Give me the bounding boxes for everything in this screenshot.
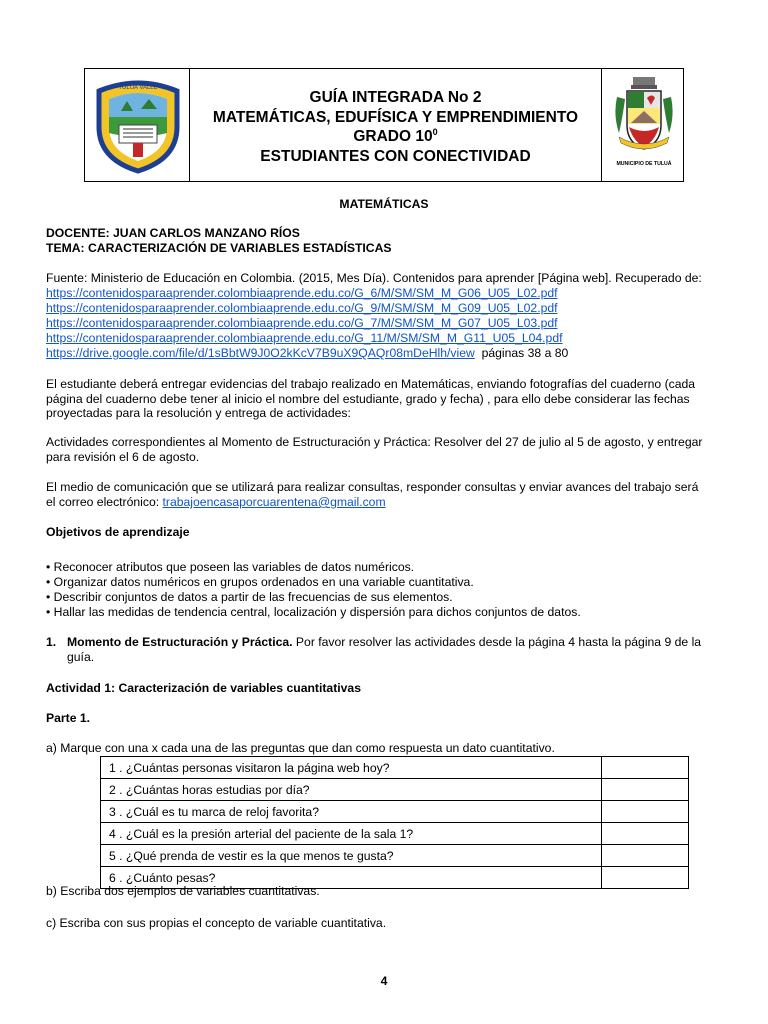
question-a: a) Marque con una x cada una de las preguntas que dan como respuesta un dato cuantitativo. xyxy=(46,741,555,755)
answer-cell[interactable] xyxy=(602,823,689,845)
header-line-3: GRADO $10^0$ xyxy=(353,127,438,145)
tema-line: TEMA: CARACTERIZACIÓN DE VARIABLES ESTADÍSTICAS xyxy=(46,241,392,255)
objective-item: • Reconocer atributos que poseen las variables de datos numéricos. xyxy=(46,560,415,574)
school-shield-logo xyxy=(93,77,183,175)
part-1-title: Parte 1. xyxy=(46,711,91,725)
source-link-3[interactable]: https://contenidosparaaprender.colombiaaprende.edu.co/G_7/M/SM/SM_M_G07_U05_L03.pdf xyxy=(46,316,558,330)
question-cell: 4 . ¿Cuál es la presión arterial del paciente de la sala 1? xyxy=(101,823,602,845)
section-1-number: 1. xyxy=(46,635,57,649)
activities-line-1: Actividades correspondientes al Momento de Estructuración y Práctica: Resolver del 27 de julio al 5 de agosto, y entregar xyxy=(46,435,703,449)
drive-line xyxy=(46,346,568,361)
objective-item: • Describir conjuntos de datos a partir de las frecuencias de sus elementos. xyxy=(46,590,453,604)
table-row xyxy=(101,845,689,867)
answer-cell[interactable] xyxy=(602,845,689,867)
question-b: b) Escriba dos ejemplos de variables cuantitativas. xyxy=(46,884,320,898)
page-number: 4 xyxy=(380,974,388,988)
objectives-title: Objetivos de aprendizaje xyxy=(46,525,190,539)
objective-item: • Organizar datos numéricos en grupos ordenados en una variable cuantitativa. xyxy=(46,575,474,589)
communication-line-1: El medio de comunicación que se utilizará para realizar consultas, responder consultas y enviar avances del trabajo será xyxy=(46,480,699,494)
drive-link[interactable]: https://drive.google.com/file/d/1sBbtW9J0O2kKcV7B9uX9QAQr08mDeHlh/view xyxy=(46,346,475,360)
header-line-4: ESTUDIANTES CON CONECTIVIDAD xyxy=(260,148,531,165)
header-line-1: GUÍA INTEGRADA No 2 xyxy=(309,89,482,106)
coat-of-arms-caption: MUNICIPIO DE TULUÁ xyxy=(616,161,672,167)
evidence-line-1: El estudiante deberá entregar evidencias del trabajo realizado en Matemáticas, enviando fotografías del cuaderno (cada xyxy=(46,377,696,391)
table-row xyxy=(101,823,689,845)
docente-line: DOCENTE: JUAN CARLOS MANZANO RÍOS xyxy=(46,226,300,240)
pages-note: páginas 38 a 80 xyxy=(481,346,569,360)
answer-cell[interactable] xyxy=(602,867,689,889)
communication-line-2: el correo electrónico: trabajoencasaporcuarentena@gmail.com xyxy=(46,495,386,509)
activities-line-2: para revisión el 6 de agosto. xyxy=(46,450,200,464)
municipality-coat-of-arms xyxy=(609,75,679,167)
source-link-2[interactable]: https://contenidosparaaprender.colombiaaprende.edu.co/G_9/M/SM/SM_M_G09_U05_L02.pdf xyxy=(46,301,558,315)
evidence-line-3: proyectadas para la resolución y entrega de actividades: xyxy=(46,406,351,420)
question-cell: 6 . ¿Cuánto pesas? xyxy=(101,867,602,889)
question-c: c) Escriba con sus propias el concepto de variable cuantitativa. xyxy=(46,916,387,930)
question-cell: 1 . ¿Cuántas personas visitaron la página web hoy? xyxy=(101,757,602,779)
table-row xyxy=(101,801,689,823)
objective-item: • Hallar las medidas de tendencia central, localización y dispersión para dichos conjuntos de datos. xyxy=(46,605,581,619)
questions-table xyxy=(100,756,689,889)
section-1-line-1: Momento de Estructuración y Práctica. Por favor resolver las actividades desde la página 4 hasta la página 9 de la xyxy=(67,635,702,649)
header-line-2: MATEMÁTICAS, EDUFÍSICA Y EMPRENDIMIENTO xyxy=(212,109,579,126)
answer-cell[interactable] xyxy=(602,757,689,779)
activity-1-title: Actividad 1: Caracterización de variables cuantitativas xyxy=(46,681,361,695)
logo-text: TULUA VALLE xyxy=(118,85,158,91)
question-cell: 5 . ¿Qué prenda de vestir es la que menos te gusta? xyxy=(101,845,602,867)
header-box xyxy=(84,68,684,182)
source-intro: Fuente: Ministerio de Educación en Colombia. (2015, Mes Día). Contenidos para aprender [Página web]. Recuperado de: xyxy=(46,271,702,285)
section-1-line-2: guía. xyxy=(67,650,95,664)
source-link-4[interactable]: https://contenidosparaaprender.colombiaaprende.edu.co/G_11/M/SM/SM_M_G11_U05_L04.pdf xyxy=(46,331,563,345)
section-1-title: Momento de Estructuración y Práctica. xyxy=(67,635,293,649)
subject-title: MATEMÁTICAS xyxy=(339,197,429,211)
answer-cell[interactable] xyxy=(602,801,689,823)
table-row xyxy=(101,779,689,801)
table-row xyxy=(101,757,689,779)
email-link[interactable]: trabajoencasaporcuarentena@gmail.com xyxy=(162,495,386,509)
source-link-1[interactable]: https://contenidosparaaprender.colombiaaprende.edu.co/G_6/M/SM/SM_M_G06_U05_L02.pdf xyxy=(46,286,558,300)
question-cell: 2 . ¿Cuántas horas estudias por día? xyxy=(101,779,602,801)
answer-cell[interactable] xyxy=(602,779,689,801)
question-cell: 3 . ¿Cuál es tu marca de reloj favorita? xyxy=(101,801,602,823)
evidence-line-2: página del cuaderno debe tener al inicio el nombre del estudiante, grado y fecha) , para ello debe considerar las fechas xyxy=(46,392,690,406)
